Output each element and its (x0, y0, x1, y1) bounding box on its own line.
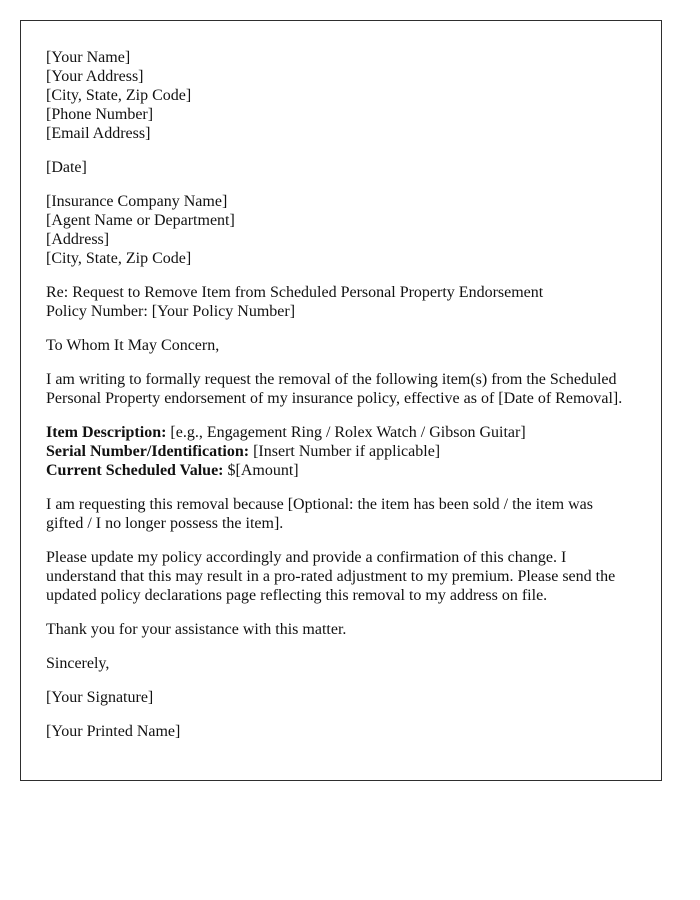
item-description-label: Item Description: (46, 424, 167, 441)
salutation-block (46, 336, 655, 355)
salutation-line: To Whom It May Concern, (46, 337, 220, 354)
letter-line: [Agent Name or Department] (46, 212, 235, 229)
signature-placeholder: [Your Signature] (46, 689, 154, 706)
letter-line: I am requesting this removal because [Optional: the item has been sold / the item was (46, 496, 593, 513)
serial-number-label: Serial Number/Identification: (46, 443, 250, 460)
printed-name-block (46, 722, 655, 741)
reason-paragraph (46, 495, 655, 533)
item-description-value: [e.g., Engagement Ring / Rolex Watch / Gibson Guitar] (170, 424, 526, 441)
letter-line: understand that this may result in a pro-rated adjustment to my premium. Please send the (46, 568, 616, 585)
intro-paragraph (46, 370, 655, 408)
letter-line: I am writing to formally request the removal of the following item(s) from the Scheduled (46, 371, 617, 388)
recipient-address-block (46, 192, 655, 268)
subject-line: Re: Request to Remove Item from Scheduled Personal Property Endorsement (46, 284, 544, 301)
scheduled-value-label: Current Scheduled Value: (46, 462, 224, 479)
serial-number-row (46, 442, 655, 461)
letter-line: gifted / I no longer possess the item]. (46, 515, 284, 532)
item-details-block (46, 423, 655, 480)
letter-line: [Address] (46, 231, 110, 248)
letter-border-frame (20, 20, 662, 781)
letter-line: Personal Property endorsement of my insurance policy, effective as of [Date of Removal]. (46, 390, 623, 407)
letter-line: Please update my policy accordingly and provide a confirmation of this change. I (46, 549, 567, 566)
thanks-line: Thank you for your assistance with this matter. (46, 621, 347, 638)
closing-line: Sincerely, (46, 655, 110, 672)
serial-number-value: [Insert Number if applicable] (253, 443, 441, 460)
letter-line: updated policy declarations page reflecting this removal to my address on file. (46, 587, 548, 604)
printed-name-placeholder: [Your Printed Name] (46, 723, 181, 740)
letter-line: [Email Address] (46, 125, 151, 142)
letter-line: [Phone Number] (46, 106, 154, 123)
letter-body (21, 21, 661, 741)
letter-line: [Insurance Company Name] (46, 193, 228, 210)
item-description-row (46, 423, 655, 442)
letter-line: [Your Name] (46, 49, 131, 66)
thanks-paragraph (46, 620, 655, 639)
signature-block (46, 688, 655, 707)
scheduled-value-value: $[Amount] (227, 462, 299, 479)
letter-line: [City, State, Zip Code] (46, 87, 192, 104)
sender-address-block (46, 48, 655, 143)
letter-line: [Your Address] (46, 68, 144, 85)
scheduled-value-row (46, 461, 655, 480)
closing-block (46, 654, 655, 673)
update-request-paragraph (46, 548, 655, 605)
letter-line: [City, State, Zip Code] (46, 250, 192, 267)
subject-block (46, 283, 655, 321)
date-line: [Date] (46, 159, 87, 176)
policy-number-line: Policy Number: [Your Policy Number] (46, 303, 296, 320)
date-block (46, 158, 655, 177)
